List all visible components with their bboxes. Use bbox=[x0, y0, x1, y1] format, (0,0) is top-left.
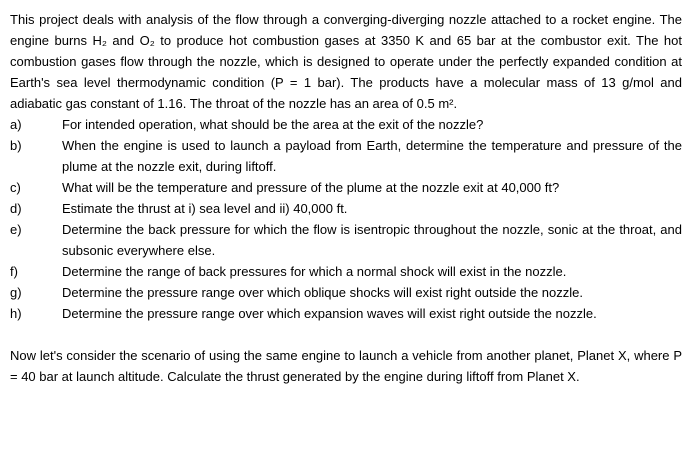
question-item-e bbox=[10, 219, 682, 261]
question-letter: a) bbox=[10, 117, 22, 132]
question-text: Determine the pressure range over which oblique shocks will exist right outside the nozzle. bbox=[62, 285, 583, 300]
question-text: Determine the pressure range over which expansion waves will exist right outside the nozzle. bbox=[62, 306, 597, 321]
question-list bbox=[10, 114, 682, 324]
outro-paragraph: Now let's consider the scenario of using the same engine to launch a vehicle from another planet, Planet X, where P = 40 bar at launch altitude. Calculate the thrust generated by the engine during liftoff from Planet X. bbox=[10, 348, 682, 384]
question-item-a bbox=[10, 114, 682, 135]
question-text: Estimate the thrust at i) sea level and ii) 40,000 ft. bbox=[62, 201, 348, 216]
question-item-f bbox=[10, 261, 682, 282]
question-letter: c) bbox=[10, 180, 21, 195]
question-item-b bbox=[10, 135, 682, 177]
question-letter: h) bbox=[10, 306, 22, 321]
question-item-h bbox=[10, 303, 682, 324]
question-letter: f) bbox=[10, 264, 18, 279]
question-letter: g) bbox=[10, 285, 22, 300]
question-letter: d) bbox=[10, 201, 22, 216]
problem-document bbox=[10, 9, 682, 387]
question-item-c bbox=[10, 177, 682, 198]
question-item-d bbox=[10, 198, 682, 219]
intro-paragraph: This project deals with analysis of the flow through a converging-diverging nozzle attached to a rocket engine. The engine burns H₂ and O₂ to produce hot combustion gases at 3350 K and 65 bar at the combustor exit. The hot combustion gases flow through the nozzle, which is designed to operate under the perfectly expanded condition at Earth's sea level thermodynamic condition (P = 1 bar). The products have a molecular mass of 13 g/mol and adiabatic gas constant of 1.16. The throat of the nozzle has an area of 0.5 m². bbox=[10, 12, 682, 111]
question-text: Determine the back pressure for which the flow is isentropic throughout the nozzle, sonic at the throat, and subsonic everywhere else. bbox=[62, 222, 682, 258]
question-letter: e) bbox=[10, 222, 22, 237]
question-text: When the engine is used to launch a payload from Earth, determine the temperature and pressure of the plume at the nozzle exit, during liftoff. bbox=[62, 138, 682, 174]
question-text: For intended operation, what should be the area at the exit of the nozzle? bbox=[62, 117, 484, 132]
question-letter: b) bbox=[10, 138, 22, 153]
question-item-g bbox=[10, 282, 682, 303]
question-text: What will be the temperature and pressure of the plume at the nozzle exit at 40,000 ft? bbox=[62, 180, 560, 195]
question-text: Determine the range of back pressures for which a normal shock will exist in the nozzle. bbox=[62, 264, 567, 279]
